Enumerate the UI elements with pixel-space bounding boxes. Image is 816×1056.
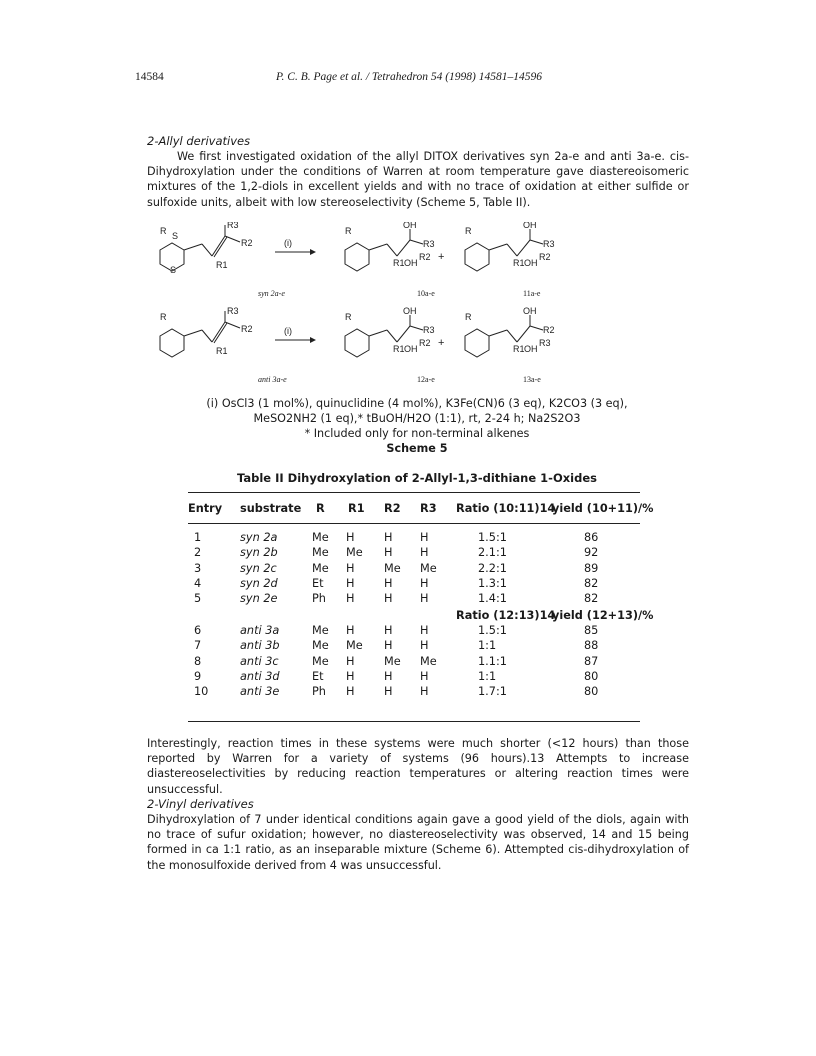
- cell-ratio: 1:1: [478, 639, 497, 653]
- label-anti-3: anti 3a-e: [258, 375, 287, 384]
- header-ratio: Ratio (10:11)14: [456, 502, 556, 515]
- cell-r2: H: [384, 669, 393, 683]
- label-s-sulfide: S: [170, 265, 177, 275]
- scheme-5-structures: [150, 222, 620, 392]
- label-10: 10a-e: [417, 289, 435, 298]
- cell-yield: 85: [584, 624, 599, 637]
- cell-r2: H: [384, 546, 393, 560]
- paragraph-allyl: We first investigated oxidation of the allyl DITOX derivatives syn 2a-e and anti 3a-e. cis-Dihydroxylation under the conditions of Warren at room temperature gave diastereoisomeric mixtures of the 1,2-diols in excellent yields and with no trace of oxidation at either sulfide or sulfoxide units, albeit with low stereoselectivity (Scheme 5, Table II).: [147, 150, 689, 209]
- label-r3: R3: [227, 222, 239, 230]
- cell-ratio: 2.2:1: [478, 561, 507, 575]
- cell-r2: H: [384, 592, 393, 606]
- label-r2: R2: [419, 252, 431, 262]
- table-title: Table II Dihydroxylation of 2-Allyl-1,3-dithiane 1-Oxides: [237, 471, 597, 485]
- cell-entry: 10: [194, 685, 209, 699]
- label-oh: OH: [523, 306, 537, 316]
- label-12: 12a-e: [417, 375, 435, 384]
- cell-r2: H: [384, 685, 393, 699]
- header-entry: Entry: [188, 502, 223, 515]
- cell-r: Et: [312, 669, 324, 683]
- label-r2: R2: [241, 324, 253, 334]
- cell-r2: H: [384, 624, 393, 637]
- product-13-structure: [465, 306, 555, 357]
- scheme-conditions-line-1: (i) OsCl3 (1 mol%), quinuclidine (4 mol%), K3Fe(CN)6 (3 eq), K2CO3 (3 eq),: [206, 397, 628, 410]
- cell-r1: H: [346, 576, 355, 590]
- cell-entry: 4: [194, 576, 202, 590]
- running-citation: P. C. B. Page et al. / Tetrahedron 54 (1998) 14581–14596: [276, 71, 542, 83]
- label-oh-2: OH: [524, 258, 538, 268]
- table-header-rule: [188, 523, 640, 524]
- label-r: R: [345, 312, 352, 322]
- product-11-structure: [465, 222, 555, 271]
- cell-r3: H: [420, 669, 429, 683]
- cell-r3: H: [420, 685, 429, 699]
- cell-r1: H: [346, 685, 355, 699]
- label-r1: R1: [393, 344, 405, 354]
- cell-r1: H: [346, 561, 355, 575]
- cell-r: Me: [312, 624, 329, 637]
- svg-text:+: +: [438, 251, 445, 263]
- label-r: R: [465, 226, 472, 236]
- subheader-ratio: Ratio (12:13)14: [456, 609, 556, 622]
- reagent-mark-1: (i): [284, 238, 292, 248]
- cell-r2: H: [384, 639, 393, 653]
- label-r: R: [345, 226, 352, 236]
- cell-r2: H: [384, 576, 393, 590]
- cell-r3: H: [420, 624, 429, 637]
- label-r2: R2: [419, 338, 431, 348]
- scheme-label: Scheme 5: [386, 442, 448, 455]
- cell-substrate: syn 2d: [240, 576, 278, 590]
- cell-r2: H: [384, 531, 393, 544]
- cell-r3: H: [420, 576, 429, 590]
- anti-3-structure: [160, 306, 253, 357]
- cell-r: Ph: [312, 685, 326, 699]
- label-r: R: [160, 312, 167, 322]
- section-heading-allyl: 2-Allyl derivatives: [147, 134, 251, 148]
- cell-yield: 82: [584, 576, 599, 590]
- label-oh: OH: [523, 222, 537, 230]
- cell-ratio: 1:1: [478, 669, 497, 683]
- cell-r1: Me: [346, 639, 363, 653]
- header-yield: yield (10+11)/%: [552, 502, 654, 515]
- cell-entry: 5: [194, 592, 202, 606]
- reagent-mark-2: (i): [284, 326, 292, 336]
- label-r3: R3: [543, 239, 555, 249]
- label-r: R: [160, 226, 167, 236]
- label-r3: R3: [227, 306, 239, 316]
- header-r3: R3: [420, 502, 437, 515]
- cell-r1: H: [346, 654, 355, 668]
- cell-entry: 2: [194, 546, 202, 560]
- cell-r3: Me: [420, 654, 437, 668]
- cell-r3: H: [420, 592, 429, 606]
- product-10-structure: [345, 222, 435, 271]
- cell-r1: H: [346, 669, 355, 683]
- cell-substrate: syn 2e: [240, 592, 278, 606]
- label-r1: R1: [513, 344, 525, 354]
- scheme-conditions-line-2: MeSO2NH2 (1 eq),* tBuOH/H2O (1:1), rt, 2-24 h; Na2S2O3: [253, 412, 581, 425]
- label-oh-2: OH: [404, 344, 418, 354]
- cell-r: Ph: [312, 592, 326, 606]
- cell-ratio: 1.5:1: [478, 624, 507, 637]
- cell-r: Me: [312, 546, 329, 560]
- svg-text:+: +: [438, 337, 445, 349]
- cell-r: Et: [312, 576, 324, 590]
- header-r2: R2: [384, 502, 401, 515]
- cell-yield: 80: [584, 685, 599, 699]
- cell-entry: 3: [194, 561, 202, 575]
- cell-substrate: syn 2b: [240, 546, 278, 560]
- label-oh: OH: [403, 306, 417, 316]
- label-oh-2: OH: [404, 258, 418, 268]
- label-r1: R1: [513, 258, 525, 268]
- paragraph-reaction-times: Interestingly, reaction times in these systems were much shorter (<12 hours) than those reported by Warren for a variety of systems (96 hours).13 Attempts to increase diastereoselectivities by reducing reaction temperatures or altering reaction times were unsuccessful.: [147, 737, 689, 796]
- cell-substrate: syn 2a: [240, 531, 278, 544]
- page-number: 14584: [135, 71, 164, 83]
- section-heading-vinyl: 2-Vinyl derivatives: [147, 797, 254, 811]
- cell-ratio: 1.3:1: [478, 576, 507, 590]
- cell-ratio: 1.4:1: [478, 592, 507, 606]
- cell-ratio: 1.5:1: [478, 531, 507, 544]
- cell-substrate: anti 3c: [240, 654, 279, 668]
- cell-r1: H: [346, 531, 355, 544]
- label-r1: R1: [393, 258, 405, 268]
- cell-r2: Me: [384, 561, 401, 575]
- cell-substrate: syn 2c: [240, 561, 277, 575]
- cell-r3: H: [420, 546, 429, 560]
- cell-r1: H: [346, 592, 355, 606]
- label-oh-2: OH: [524, 344, 538, 354]
- cell-yield: 92: [584, 546, 599, 560]
- cell-ratio: 1.7:1: [478, 685, 507, 699]
- cell-yield: 86: [584, 531, 599, 544]
- scheme-footnote: * Included only for non-terminal alkenes: [304, 427, 530, 440]
- label-13: 13a-e: [523, 375, 541, 384]
- label-r2: R2: [543, 325, 555, 335]
- table-bottom-rule: [188, 721, 640, 722]
- cell-ratio: 1.1:1: [478, 654, 507, 668]
- label-r1: R1: [216, 260, 228, 270]
- label-r3: R3: [539, 338, 551, 348]
- cell-r3: Me: [420, 561, 437, 575]
- cell-r: Me: [312, 531, 329, 544]
- cell-entry: 7: [194, 639, 202, 653]
- header-r: R: [316, 502, 325, 515]
- cell-yield: 80: [584, 669, 599, 683]
- cell-entry: 1: [194, 531, 202, 544]
- cell-ratio: 2.1:1: [478, 546, 507, 560]
- cell-entry: 9: [194, 669, 202, 683]
- cell-yield: 88: [584, 639, 599, 653]
- cell-yield: 87: [584, 654, 599, 668]
- product-12-structure: [345, 306, 435, 357]
- label-11: 11a-e: [523, 289, 541, 298]
- subheader-yield: yield (12+13)/%: [552, 609, 654, 622]
- cell-yield: 89: [584, 561, 599, 575]
- label-r2: R2: [241, 238, 253, 248]
- cell-entry: 6: [194, 624, 202, 637]
- label-r3: R3: [423, 239, 435, 249]
- cell-r1: H: [346, 624, 355, 637]
- cell-r2: Me: [384, 654, 401, 668]
- cell-substrate: anti 3b: [240, 639, 280, 653]
- cell-r3: H: [420, 531, 429, 544]
- label-r2: R2: [539, 252, 551, 262]
- label-syn-2: syn 2a-e: [258, 289, 285, 298]
- cell-entry: 8: [194, 654, 202, 668]
- cell-r: Me: [312, 639, 329, 653]
- table-top-rule: [188, 492, 640, 493]
- header-r1: R1: [348, 502, 365, 515]
- cell-r: Me: [312, 561, 329, 575]
- cell-substrate: anti 3e: [240, 685, 280, 699]
- cell-yield: 82: [584, 592, 599, 606]
- cell-r1: Me: [346, 546, 363, 560]
- paragraph-vinyl: Dihydroxylation of 7 under identical conditions again gave a good yield of the diols, again with no trace of sufur oxidation; however, no diastereoselectivity was observed, 14 and 15 being formed in ca 1:1 ratio, as an inseparable mixture (Scheme 6). Attempted cis-dihydroxylation of the monosulfoxide derived from 4 was unsuccessful.: [147, 813, 689, 872]
- label-s-sulfoxide: S: [172, 231, 179, 241]
- syn-2-structure: [160, 222, 253, 275]
- cell-substrate: anti 3d: [240, 669, 280, 683]
- label-r3: R3: [423, 325, 435, 335]
- label-r1: R1: [216, 346, 228, 356]
- header-substrate: substrate: [240, 502, 302, 515]
- label-oh: OH: [403, 222, 417, 230]
- cell-r: Me: [312, 654, 329, 668]
- cell-substrate: anti 3a: [240, 624, 280, 637]
- label-r: R: [465, 312, 472, 322]
- cell-r3: H: [420, 639, 429, 653]
